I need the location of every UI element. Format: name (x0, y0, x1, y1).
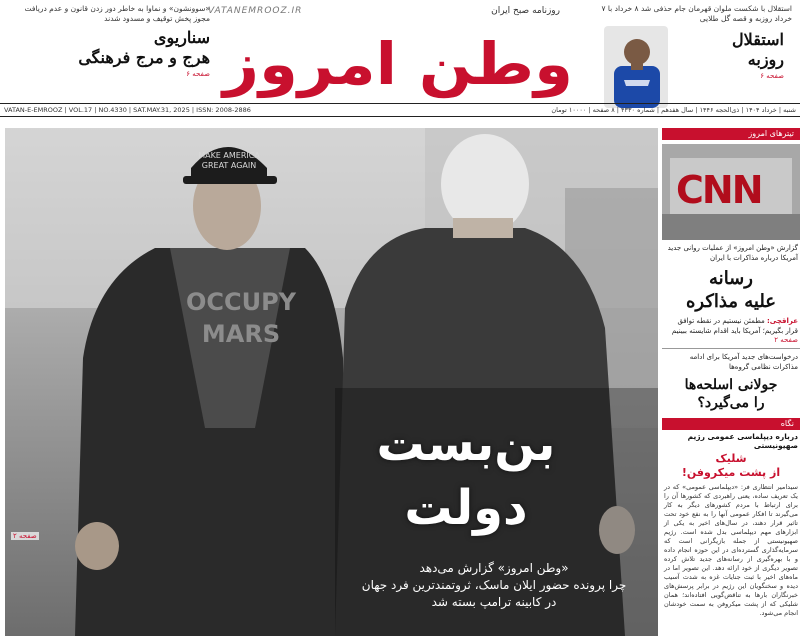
section-tab-headlines: تیترهای امروز (662, 128, 800, 140)
story-3-title[interactable] (662, 452, 800, 480)
sidebar (662, 128, 800, 636)
newspaper-brand[interactable] (208, 4, 588, 104)
right-teaser-title-line-2: روزبه (747, 50, 784, 69)
hat-text-2: GREAT AGAIN (201, 161, 257, 170)
main-headline-line-2: دولت (404, 480, 528, 536)
main-deck-line-2: چرا پرونده حضور ایلان ماسک، ثروتمندترین فرد جهان (361, 578, 627, 592)
hat-text-1: MAKE AMERICA (198, 151, 260, 160)
right-teaser[interactable] (596, 4, 792, 108)
story-3-body: سیدامیر انتظاری فر: «دیپلماسی عمومی» که در یک تعریف ساده، یعنی راهبردی که کشورها آن را برای ارتباط با مردم کشورهای دیگر به کار می‌گیرند تا افکار عمومی آنها را به نفع خود تحت تاثیر قرار دهند، در سال‌های اخیر به یکی از ابزارهای مهم دیپلماسی بدل شده است. رژیم صهیونیستی از جمله بازیگرانی است که سرمایه‌گذاری گسترده‌ای در این حوزه انجام داده و با بهره‌گیری از رسانه‌های جدید تلاش کرده تصویر دیگری از خود ارائه دهد. این تصویر اما در ماه‌های اخیر با ثبت جنایات غزه به شدت آسیب دیده و سخنگویان این رژیم در برابر پرسش‌های خبرنگاران بارها به تناقض‌گویی افتاده‌اند؛ همان شلیکی که از پشت میکروفن به سمت خودشان انجام می‌شود. (664, 483, 798, 617)
left-teaser[interactable] (10, 4, 210, 78)
story-3-title-line-2: از پشت میکروفن! (681, 466, 781, 479)
left-teaser-page-ref: صفحه ۶ (186, 70, 210, 78)
shirt-text-1: OCCUPY (185, 288, 297, 316)
newspaper-logo[interactable] (208, 20, 588, 100)
story-2-title-line-2: را می‌گیرد؟ (697, 395, 765, 411)
main-page-ref: صفحه ۲ (13, 532, 37, 540)
dateline-latin: VATAN-E-EMROOZ | VOL.17 | NO.4330 | SAT.MAY.31, 2025 | ISSN: 2008-2886 (4, 106, 251, 114)
right-teaser-text (596, 4, 792, 80)
sidebar-divider-1 (662, 348, 800, 349)
main-headline-line-1: بن‌بست (376, 416, 556, 472)
story-3-title-line-1: شلیک (715, 452, 747, 465)
left-teaser-intro: «سوونشون» و نماوا به خاطر دور زدن قانون و عدم دریافت مجوز پخش توقیف و مسدود شدند (24, 4, 210, 23)
left-teaser-title-line-1: سناریوی (153, 28, 210, 47)
story-2-title-line-1: جولانی اسلحه‌ها (684, 377, 778, 393)
story-1-note-text: مطمئن نیستیم در نقطه توافق قرار بگیریم؛ آمریکا باید اقدام شایسته ببینیم (671, 317, 798, 335)
main-deck-line-1: «وطن امروز» گزارش می‌دهد (419, 561, 569, 575)
cnn-photo[interactable] (662, 144, 800, 240)
story-2-intro: درخواست‌های جدید آمریکا برای ادامه مذاکرات نظامی گروه‌ها (689, 353, 798, 371)
site-url[interactable]: VATANEMROOZ.IR (208, 6, 303, 16)
main-story-photo[interactable] (5, 128, 658, 636)
shirt-text-2: MARS (201, 320, 281, 348)
logo-text: وطن امروز (223, 30, 548, 98)
story-1-page-ref: صفحه ۲ (774, 336, 798, 344)
masthead (0, 0, 800, 112)
right-teaser-title[interactable] (596, 30, 784, 70)
main-deck (344, 560, 644, 611)
section-tab-view: نگاه (662, 418, 800, 430)
story-1-title-line-1: رسانه (709, 268, 753, 289)
story-2-title[interactable] (662, 376, 800, 412)
main-deck-line-3: در کابینه ترامپ بسته شد (431, 595, 557, 609)
right-teaser-page-ref: صفحه ۶ (760, 72, 784, 80)
left-teaser-title-line-2: هرج و مرج فرهنگی (78, 48, 210, 67)
dateline (0, 103, 800, 117)
right-teaser-intro: استقلال با شکست ملوان قهرمان جام حذفی شد ۸ خرداد با ۷ خرداد روزبه و قصه گل طلایی (601, 4, 792, 23)
story-1-note (662, 317, 800, 336)
main-headline[interactable] (336, 412, 596, 540)
left-teaser-title[interactable] (10, 28, 210, 68)
story-3-subtitle: درباره دیپلماسی عمومی رژیم صهیونیستی (687, 432, 798, 450)
slogan: روزنامه صبح ایران (491, 6, 560, 16)
story-1-note-label: عراقچی: (766, 317, 798, 325)
cnn-logo: CNN (676, 168, 762, 212)
story-1-title[interactable] (662, 267, 800, 313)
dateline-persian: شنبه | خرداد ۱۴۰۴ | ذی‌الحجه ۱۴۴۶ | سال هفدهم | شماره ۴۳۳۰ | ۸ صفحه | ۱۰۰۰۰ تومان (551, 106, 796, 114)
right-teaser-title-line-1: استقلال (732, 30, 784, 49)
story-1-intro: گزارش «وطن امروز» از عملیات روانی جدید آمریکا درباره مذاکرات با ایران (667, 244, 798, 262)
story-1-title-line-2: علیه مذاکره (685, 291, 777, 312)
